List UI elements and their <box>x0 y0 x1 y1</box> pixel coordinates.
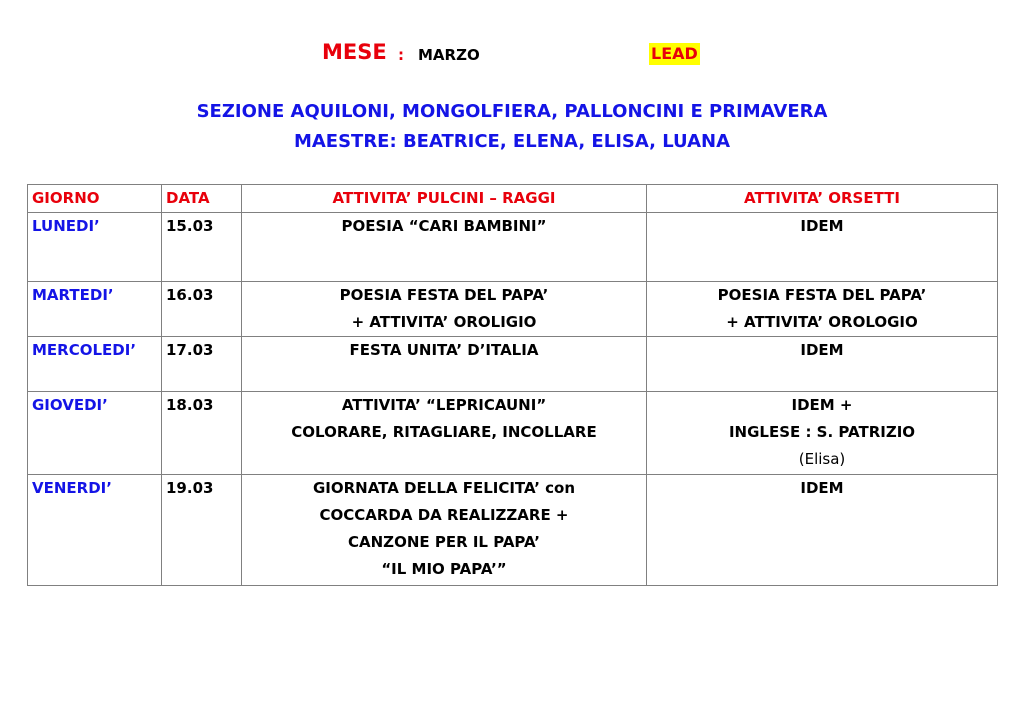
row-pulcini-activity <box>242 213 647 282</box>
row-pulcini-activity <box>242 282 647 337</box>
table-row <box>28 337 998 392</box>
row-orsetti-activity <box>647 213 998 282</box>
row-date: 16.03 <box>162 282 242 337</box>
schedule-table <box>27 184 998 586</box>
table-row <box>28 282 998 337</box>
header-orsetti: ATTIVITA’ ORSETTI <box>647 185 998 213</box>
activity-line: + ATTIVITA’ OROLOGIO <box>726 313 918 331</box>
activity-line: IDEM + <box>791 396 853 414</box>
row-date: 15.03 <box>162 213 242 282</box>
activity-line: FESTA UNITA’ D’ITALIA <box>349 341 539 359</box>
row-pulcini-activity <box>242 475 647 586</box>
row-orsetti-activity <box>647 337 998 392</box>
header-pulcini: ATTIVITA’ PULCINI – RAGGI <box>242 185 647 213</box>
activity-line: COCCARDA DA REALIZZARE + <box>319 506 569 524</box>
activity-line: COLORARE, RITAGLIARE, INCOLLARE <box>291 423 597 441</box>
row-orsetti-activity <box>647 392 998 475</box>
activity-line: ATTIVITA’ “LEPRICAUNI” <box>341 396 547 414</box>
row-pulcini-activity <box>242 337 647 392</box>
teachers-title: MAESTRE: BEATRICE, ELENA, ELISA, LUANA <box>293 131 731 152</box>
row-date: 18.03 <box>162 392 242 475</box>
table-row <box>28 475 998 586</box>
activity-line: INGLESE : S. PATRIZIO <box>728 423 916 441</box>
month-header <box>0 40 1024 70</box>
month-colon: : <box>398 46 404 64</box>
row-pulcini-activity <box>242 392 647 475</box>
activity-line: POESIA FESTA DEL PAPA’ <box>717 286 927 304</box>
activity-line: (Elisa) <box>798 450 846 468</box>
row-day: LUNEDI’ <box>28 213 162 282</box>
row-day: MARTEDI’ <box>28 282 162 337</box>
row-date: 19.03 <box>162 475 242 586</box>
activity-line: IDEM <box>800 217 844 235</box>
header-giorno: GIORNO <box>28 185 162 213</box>
row-date: 17.03 <box>162 337 242 392</box>
row-orsetti-activity <box>647 475 998 586</box>
month-label: MESE <box>322 40 387 64</box>
month-value: MARZO <box>418 46 480 64</box>
activity-line: IDEM <box>800 479 844 497</box>
activity-line: IDEM <box>800 341 844 359</box>
activity-line: GIORNATA DELLA FELICITA’ con <box>312 479 576 497</box>
row-day: VENERDI’ <box>28 475 162 586</box>
row-orsetti-activity <box>647 282 998 337</box>
activity-line: “IL MIO PAPA’” <box>381 560 507 578</box>
activity-line: + ATTIVITA’ OROLIGIO <box>351 313 537 331</box>
header-data: DATA <box>162 185 242 213</box>
row-day: GIOVEDI’ <box>28 392 162 475</box>
activity-line: POESIA “CARI BAMBINI” <box>341 217 547 235</box>
row-day: MERCOLEDI’ <box>28 337 162 392</box>
activity-line: CANZONE PER IL PAPA’ <box>348 533 540 551</box>
table-header-row <box>28 185 998 213</box>
lead-badge: LEAD <box>651 44 698 63</box>
section-title: SEZIONE AQUILONI, MONGOLFIERA, PALLONCINI E PRIMAVERA <box>196 101 828 122</box>
table-row <box>28 392 998 475</box>
table-row <box>28 213 998 282</box>
activity-line: POESIA FESTA DEL PAPA’ <box>339 286 549 304</box>
